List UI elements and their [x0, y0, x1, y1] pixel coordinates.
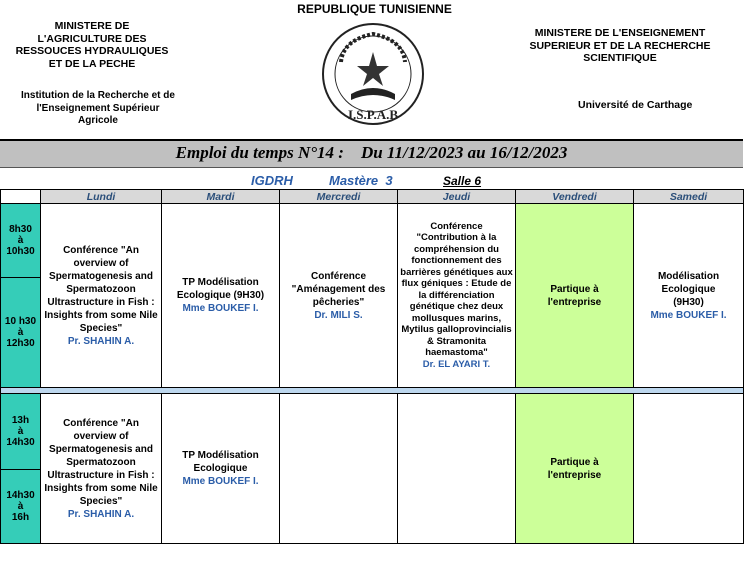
- time-sep: à: [17, 327, 24, 338]
- time-start: 10 h30: [4, 316, 37, 327]
- day-header: Vendredi: [516, 190, 634, 204]
- time-sep: à: [17, 235, 24, 246]
- session-cell: [516, 394, 634, 544]
- ispab-logo: [321, 22, 425, 126]
- time-slot: [1, 278, 41, 388]
- session-teacher: Pr. SHAHIN A.: [67, 335, 135, 347]
- time-start: 14h30: [6, 490, 35, 501]
- session-cell: [162, 204, 280, 388]
- country-title: REPUBLIQUE TUNISIENNE: [297, 2, 452, 16]
- institution-line: Agricole: [77, 115, 118, 126]
- session-title: Conférence "Aménagement des pêcheries": [291, 270, 386, 308]
- ministry-left-line: ET DE LA PECHE: [48, 57, 136, 70]
- time-end: 12h30: [6, 338, 35, 349]
- session-teacher: Mme BOUKEF I.: [182, 303, 259, 314]
- session-title: Conférence "Contribution à la compréhension du fonctionnement des barrières génétiques aux flux géniques : Etude de la différenciation génétique chez deux mollusques marins, Mytilus galloprovincialis & Stramonita haemastoma": [400, 220, 513, 359]
- ministry-right-line: SCIENTIFIQUE: [583, 52, 657, 64]
- session-teacher: Dr. EL AYARI T.: [422, 358, 491, 370]
- time-sep: à: [17, 501, 24, 512]
- empty-cell: [280, 394, 398, 544]
- time-start: 13h: [11, 415, 30, 426]
- schedule-table: [0, 189, 744, 544]
- session-teacher: Pr. SHAHIN A.: [67, 508, 135, 520]
- session-teacher: Dr. MILI S.: [314, 309, 363, 321]
- session-title: Conférence "An overview of Spermatogenesis and Spermatozoon Ultrastructure in Fish : Insights from some Nile Species": [44, 417, 158, 507]
- institution-line: Institution de la Recherche et de: [21, 90, 175, 101]
- ministry-left-line: RESSOUCES HYDRAULIQUES: [15, 45, 169, 57]
- session-title: TP Modélisation Ecologique: [182, 450, 259, 474]
- session-title: Partique à l'entreprise: [547, 283, 602, 308]
- ministry-left-line: L'AGRICULTURE DES: [37, 32, 147, 45]
- session-title: TP Modélisation Ecologique (9H30): [176, 277, 265, 301]
- room-label: Salle 6: [443, 174, 482, 188]
- day-header: Lundi: [41, 190, 162, 204]
- afternoon-row-1: [1, 394, 744, 470]
- time-end: 16h: [11, 512, 30, 523]
- session-title: Partique à l'entreprise: [547, 456, 602, 481]
- session-cell: [41, 394, 162, 544]
- ministry-left-line: MINISTERE DE: [54, 20, 130, 32]
- day-header: Mercredi: [280, 190, 398, 204]
- session-cell: [516, 204, 634, 388]
- ministry-left: [8, 20, 176, 70]
- time-start: 8h30: [9, 224, 32, 235]
- time-slot: [1, 394, 41, 470]
- session-title: Conférence "An overview of Spermatogenesis and Spermatozoon Ultrastructure in Fish : Insights from some Nile Species": [44, 244, 158, 334]
- day-header: Jeudi: [398, 190, 516, 204]
- corner-cell: [1, 190, 41, 204]
- time-slot: [1, 204, 41, 278]
- day-header: Samedi: [634, 190, 744, 204]
- program-label: IGDRH: [251, 173, 293, 188]
- empty-cell: [634, 394, 744, 544]
- time-end: 10h30: [6, 246, 35, 257]
- level-label: Mastère 3: [329, 173, 393, 188]
- session-teacher: Mme BOUKEF I.: [182, 476, 259, 487]
- empty-cell: [398, 394, 516, 544]
- session-cell: [634, 204, 744, 388]
- session-cell: [280, 204, 398, 388]
- session-cell: [162, 394, 280, 544]
- institution-name: [8, 90, 188, 128]
- day-header-row: [1, 190, 744, 204]
- day-header: Mardi: [162, 190, 280, 204]
- time-sep: à: [17, 426, 24, 437]
- time-slot: [1, 470, 41, 544]
- schedule-title: Emploi du temps N°14 : Du 11/12/2023 au 16/12/2023: [175, 143, 568, 162]
- session-teacher: Mme BOUKEF I.: [650, 309, 727, 321]
- ministry-right-line: SUPERIEUR ET DE LA RECHERCHE: [529, 39, 711, 52]
- time-end: 14h30: [6, 437, 35, 448]
- session-cell: [41, 204, 162, 388]
- ministry-right-line: MINISTERE DE L'ENSEIGNEMENT: [534, 27, 706, 39]
- morning-row-1: [1, 204, 744, 278]
- class-info: [0, 172, 743, 190]
- logo-text: I.S.P.A.B: [347, 107, 399, 122]
- session-cell: [398, 204, 516, 388]
- university-name: Université de Carthage: [578, 99, 693, 111]
- institution-line: l'Enseignement Supérieur: [36, 102, 160, 114]
- session-title: Modélisation Ecologique (9H30): [657, 270, 720, 308]
- ministry-right: [500, 27, 740, 65]
